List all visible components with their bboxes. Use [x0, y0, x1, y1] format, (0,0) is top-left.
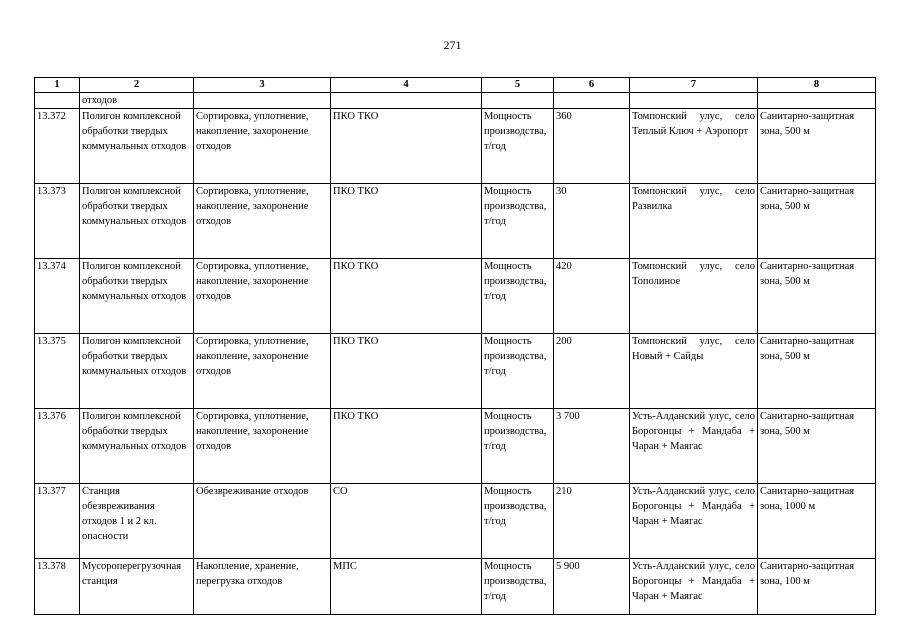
cell-number: 13.376 — [35, 409, 80, 484]
cell-location: Усть-Алданский улус, село Борогонцы + Мандаба + Чаран + Маягас — [630, 559, 758, 615]
cell-activity: Накопление, хранение, перегрузка отходов — [194, 559, 331, 615]
cell-number: 13.372 — [35, 109, 80, 184]
cell-value: 200 — [554, 334, 630, 409]
cell-zone: Санитарно-защитная зона, 500 м — [758, 409, 876, 484]
col-header-6: 6 — [554, 78, 630, 93]
table-row — [35, 334, 876, 409]
cell-type: ПКО ТКО — [331, 334, 482, 409]
continuation-cell-7 — [630, 93, 758, 109]
cell-name: Полигон комплексной обработки твердых коммунальных отходов — [80, 184, 194, 259]
cell-location: Усть-Алданский улус, село Борогонцы + Мандаба + Чаран + Маягас — [630, 484, 758, 559]
cell-type: МПС — [331, 559, 482, 615]
cell-name: Станция обезвреживания отходов 1 и 2 кл. опасности — [80, 484, 194, 559]
col-header-2: 2 — [80, 78, 194, 93]
cell-location: Томпонский улус, село Теплый Ключ + Аэропорт — [630, 109, 758, 184]
page-number: 271 — [443, 38, 462, 52]
continuation-cell-8 — [758, 93, 876, 109]
cell-capacity: Мощность производства, т/год — [482, 259, 554, 334]
cell-capacity: Мощность производства, т/год — [482, 334, 554, 409]
facilities-table — [34, 77, 876, 615]
cell-location: Томпонский улус, село Развилка — [630, 184, 758, 259]
cell-value: 5 900 — [554, 559, 630, 615]
cell-number: 13.378 — [35, 559, 80, 615]
cell-name: Полигон комплексной обработки твердых коммунальных отходов — [80, 259, 194, 334]
cell-zone: Санитарно-защитная зона, 500 м — [758, 259, 876, 334]
cell-value: 210 — [554, 484, 630, 559]
cell-value: 360 — [554, 109, 630, 184]
col-header-5: 5 — [482, 78, 554, 93]
cell-activity: Сортировка, уплотнение, накопление, захоронение отходов — [194, 334, 331, 409]
cell-number: 13.373 — [35, 184, 80, 259]
cell-capacity: Мощность производства, т/год — [482, 109, 554, 184]
cell-type: СО — [331, 484, 482, 559]
cell-activity: Сортировка, уплотнение, накопление, захоронение отходов — [194, 109, 331, 184]
col-header-4: 4 — [331, 78, 482, 93]
cell-name: Полигон комплексной обработки твердых коммунальных отходов — [80, 409, 194, 484]
header-row — [35, 78, 876, 93]
cell-capacity: Мощность производства, т/год — [482, 409, 554, 484]
cell-value: 3 700 — [554, 409, 630, 484]
cell-location: Томпонский улус, село Тополиное — [630, 259, 758, 334]
cell-capacity: Мощность производства, т/год — [482, 559, 554, 615]
continuation-cell-5 — [482, 93, 554, 109]
continuation-cell-1 — [35, 93, 80, 109]
cell-number: 13.374 — [35, 259, 80, 334]
cell-location: Томпонский улус, село Новый + Сайды — [630, 334, 758, 409]
cell-capacity: Мощность производства, т/год — [482, 184, 554, 259]
cell-value: 420 — [554, 259, 630, 334]
cell-type: ПКО ТКО — [331, 409, 482, 484]
table-row — [35, 184, 876, 259]
col-header-1: 1 — [35, 78, 80, 93]
continuation-cell-6 — [554, 93, 630, 109]
cell-zone: Санитарно-защитная зона, 500 м — [758, 109, 876, 184]
cell-number: 13.377 — [35, 484, 80, 559]
table-row — [35, 559, 876, 615]
cell-type: ПКО ТКО — [331, 259, 482, 334]
table-row — [35, 109, 876, 184]
continuation-cell-3 — [194, 93, 331, 109]
cell-zone: Санитарно-защитная зона, 500 м — [758, 184, 876, 259]
cell-activity: Сортировка, уплотнение, накопление, захоронение отходов — [194, 409, 331, 484]
cell-name: Полигон комплексной обработки твердых коммунальных отходов — [80, 334, 194, 409]
continuation-cell-name: отходов — [80, 93, 194, 109]
cell-zone: Санитарно-защитная зона, 500 м — [758, 334, 876, 409]
cell-name: Полигон комплексной обработки твердых коммунальных отходов — [80, 109, 194, 184]
continuation-cell-4 — [331, 93, 482, 109]
cell-activity: Обезвреживание отходов — [194, 484, 331, 559]
col-header-7: 7 — [630, 78, 758, 93]
col-header-8: 8 — [758, 78, 876, 93]
cell-name: Мусороперегрузочная станция — [80, 559, 194, 615]
col-header-3: 3 — [194, 78, 331, 93]
continuation-row — [35, 93, 876, 109]
cell-location: Усть-Алданский улус, село Борогонцы + Мандаба + Чаран + Маягас — [630, 409, 758, 484]
table-row — [35, 259, 876, 334]
cell-capacity: Мощность производства, т/год — [482, 484, 554, 559]
table-row — [35, 484, 876, 559]
cell-zone: Санитарно-защитная зона, 100 м — [758, 559, 876, 615]
cell-value: 30 — [554, 184, 630, 259]
cell-number: 13.375 — [35, 334, 80, 409]
cell-activity: Сортировка, уплотнение, накопление, захоронение отходов — [194, 184, 331, 259]
cell-zone: Санитарно-защитная зона, 1000 м — [758, 484, 876, 559]
table-row — [35, 409, 876, 484]
cell-activity: Сортировка, уплотнение, накопление, захоронение отходов — [194, 259, 331, 334]
cell-type: ПКО ТКО — [331, 184, 482, 259]
cell-type: ПКО ТКО — [331, 109, 482, 184]
